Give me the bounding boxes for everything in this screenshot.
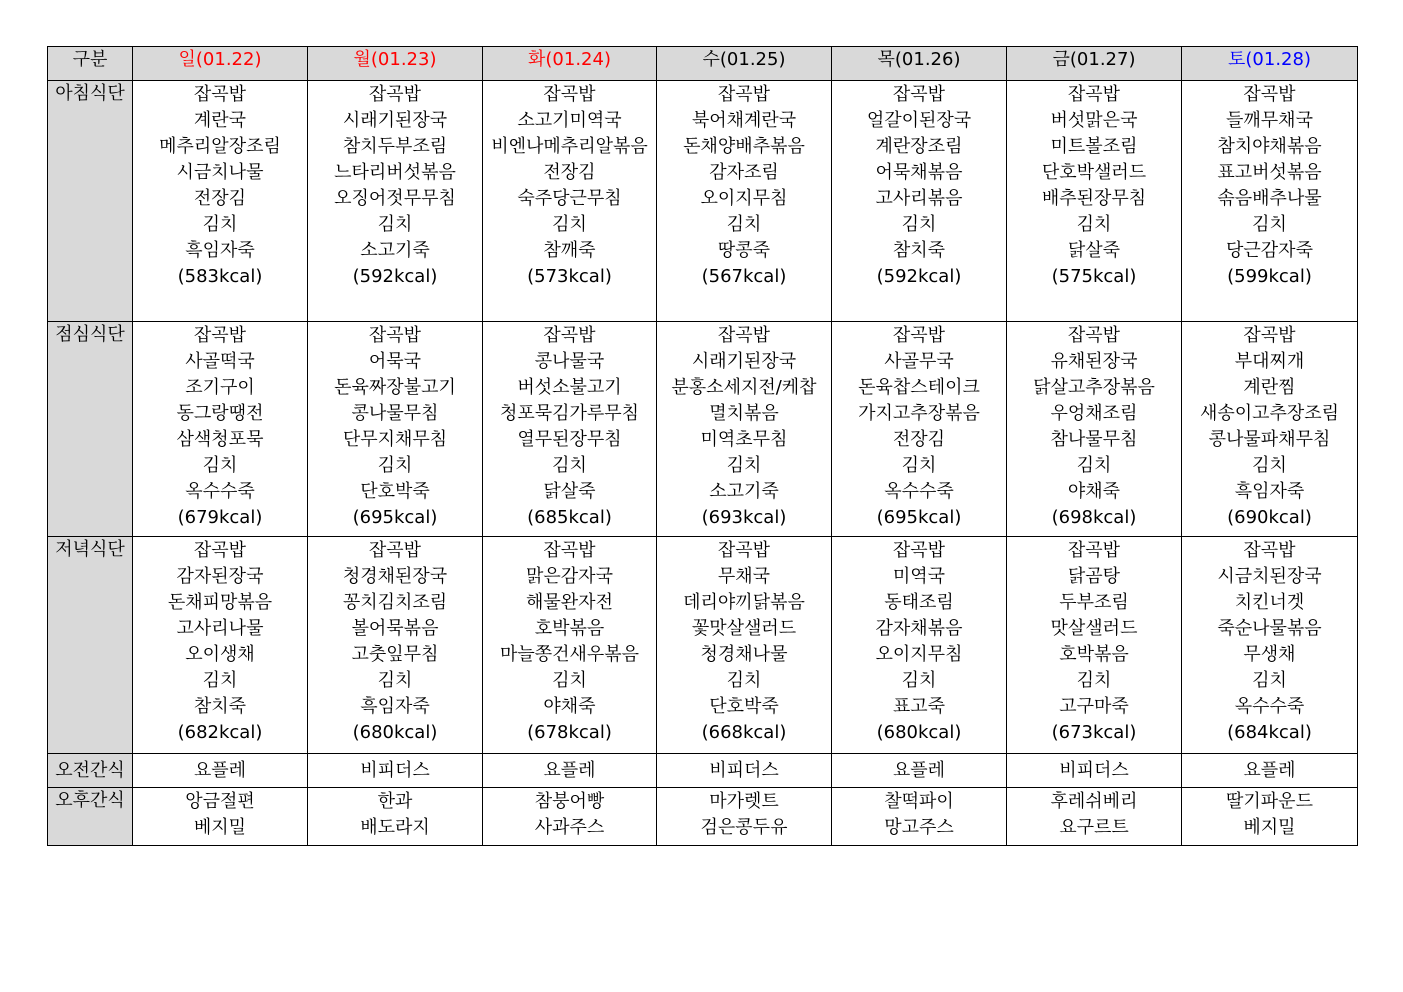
menu-item: 흑임자죽 — [360, 696, 430, 717]
meal-cell-mon — [308, 754, 483, 788]
menu-item: 두부조림 — [1059, 592, 1129, 613]
menu-item: 참나물무침 — [1050, 429, 1138, 450]
menu-item: 전장김 — [543, 162, 596, 183]
menu-item: 잡곡밥 — [543, 540, 596, 561]
menu-item: 김치 — [1252, 670, 1287, 691]
menu-item: 돈육찹스테이크 — [858, 377, 980, 398]
meal-cell-wed — [657, 322, 832, 537]
menu-item: 김치 — [202, 670, 238, 691]
menu-item: (690kcal) — [1227, 507, 1312, 528]
menu-item: 망고주스 — [884, 817, 954, 838]
row-label: 저녁식단 — [48, 537, 133, 754]
menu-item: 삼색청포묵 — [176, 429, 264, 450]
menu-item: 고사리볶음 — [875, 188, 963, 209]
menu-item: (678kcal) — [527, 722, 612, 743]
menu-item: 단호박죽 — [709, 696, 779, 717]
header-label: 구분 — [48, 47, 133, 81]
menu-item: 버섯맑은국 — [1050, 110, 1138, 131]
meal-cell-sun — [133, 754, 308, 788]
menu-item: 잡곡밥 — [543, 325, 596, 346]
menu-item: (685kcal) — [527, 507, 612, 528]
meal-cell-sun — [133, 322, 308, 537]
meal-cell-fri — [1007, 81, 1182, 322]
menu-item: 돈채피망볶음 — [167, 592, 273, 613]
meal-cell-sat — [1182, 537, 1358, 754]
meal-cell-wed — [657, 788, 832, 846]
menu-item: 옥수수죽 — [1234, 696, 1305, 717]
menu-item: (680kcal) — [352, 722, 438, 743]
menu-item: 북어채계란국 — [691, 110, 797, 131]
menu-item: 동태조림 — [884, 592, 954, 613]
menu-item: 배추된장무침 — [1041, 188, 1147, 209]
dinner-row — [48, 537, 1358, 754]
menu-item: 표고버섯볶음 — [1217, 162, 1322, 183]
row-label: 점심식단 — [48, 322, 133, 537]
menu-item: 소고기미역국 — [517, 110, 622, 131]
menu-item: 느타리버섯볶음 — [334, 162, 456, 183]
meal-cell-fri — [1007, 788, 1182, 846]
menu-item: 단호박죽 — [360, 481, 430, 502]
menu-item: 돈채양배추볶음 — [683, 136, 805, 157]
menu-item: (567kcal) — [701, 266, 787, 287]
menu-item: 닭살고추장볶음 — [1033, 377, 1155, 398]
menu-item: 미역국 — [892, 566, 946, 587]
header-day-tue: 화(01.24) — [483, 47, 657, 81]
menu-item: (599kcal) — [1227, 266, 1312, 287]
menu-item: 소고기죽 — [360, 240, 430, 261]
menu-item: 동그랑땡전 — [176, 403, 264, 424]
menu-item: 잡곡밥 — [368, 325, 422, 346]
menu-item: 오이지무침 — [700, 188, 788, 209]
menu-item: 볼어묵볶음 — [351, 618, 439, 639]
meal-cell-thu — [832, 788, 1007, 846]
meal-cell-wed — [657, 81, 832, 322]
menu-item: 비피더스 — [709, 760, 779, 781]
menu-item: 전장김 — [892, 429, 946, 450]
menu-item: 야채죽 — [1067, 481, 1121, 502]
menu-item: (695kcal) — [352, 507, 438, 528]
menu-item: 앙금절편 — [185, 791, 255, 812]
menu-item: 잡곡밥 — [193, 540, 247, 561]
menu-item: 잡곡밥 — [717, 325, 771, 346]
meal-cell-sat — [1182, 788, 1358, 846]
menu-item: (695kcal) — [876, 507, 962, 528]
menu-item: (684kcal) — [1227, 722, 1312, 743]
menu-item: 요플레 — [892, 760, 946, 781]
menu-item: 시래기된장국 — [342, 110, 448, 131]
menu-item: 김치 — [377, 455, 413, 476]
menu-item: 콩나물파채무침 — [1208, 429, 1331, 450]
header-day-sun: 일(01.22) — [133, 47, 308, 81]
menu-item: 잡곡밥 — [892, 325, 946, 346]
header-day-wed: 수(01.25) — [657, 47, 832, 81]
meal-cell-sun — [133, 537, 308, 754]
menu-item: 오이지무침 — [875, 644, 963, 665]
menu-item: 옥수수죽 — [884, 481, 954, 502]
meal-cell-thu — [832, 754, 1007, 788]
menu-item: 맛살샐러드 — [1050, 618, 1138, 639]
menu-item: 찰떡파이 — [884, 791, 954, 812]
menu-item: 비엔나메추리알볶음 — [491, 136, 648, 157]
menu-item: 흑임자죽 — [185, 240, 255, 261]
menu-item: 잡곡밥 — [368, 540, 422, 561]
meal-cell-sun — [133, 81, 308, 322]
menu-item: (673kcal) — [1051, 722, 1137, 743]
menu-item: 감자채볶음 — [875, 618, 963, 639]
menu-item: 닭살죽 — [543, 481, 596, 502]
menu-item: 잡곡밥 — [193, 325, 247, 346]
menu-item: 배도라지 — [360, 817, 430, 838]
menu-item: (575kcal) — [1051, 266, 1137, 287]
menu-item: 잡곡밥 — [892, 84, 946, 105]
menu-item: (668kcal) — [701, 722, 787, 743]
menu-item: 계란찜 — [1243, 377, 1296, 398]
meal-cell-mon — [308, 322, 483, 537]
meal-cell-wed — [657, 537, 832, 754]
menu-item: 시래기된장국 — [691, 351, 797, 372]
menu-item: 조기구이 — [185, 377, 255, 398]
row-label: 오후간식 — [48, 788, 133, 846]
menu-item: 베지밀 — [193, 817, 247, 838]
menu-item: 얼갈이된장국 — [866, 110, 972, 131]
meal-cell-thu — [832, 537, 1007, 754]
menu-item: 비피더스 — [1059, 760, 1129, 781]
menu-item: 김치 — [202, 214, 238, 235]
row-label: 아침식단 — [48, 81, 133, 322]
menu-item: 열무된장무침 — [517, 429, 622, 450]
menu-item: 잡곡밥 — [717, 540, 771, 561]
menu-item: 참치죽 — [193, 696, 247, 717]
menu-item: 표고죽 — [892, 696, 946, 717]
menu-item: (698kcal) — [1051, 507, 1137, 528]
menu-item: 단무지채무침 — [342, 429, 448, 450]
menu-item: 김치 — [901, 670, 937, 691]
meal-cell-fri — [1007, 537, 1182, 754]
menu-item: 김치 — [726, 670, 762, 691]
menu-item: 무채국 — [717, 566, 771, 587]
menu-item: 잡곡밥 — [368, 84, 422, 105]
menu-item: 고구마죽 — [1059, 696, 1129, 717]
menu-item: 닭살죽 — [1067, 240, 1121, 261]
menu-item: 김치 — [377, 670, 413, 691]
lunch-row — [48, 322, 1358, 537]
menu-item: 비피더스 — [360, 760, 430, 781]
menu-item: 고춧잎무침 — [351, 644, 439, 665]
menu-item: 김치 — [1076, 214, 1112, 235]
menu-item: 오징어젓무무침 — [334, 188, 456, 209]
afternoon-snack-row — [48, 788, 1358, 846]
menu-item: (583kcal) — [177, 266, 263, 287]
menu-item: 치킨너겟 — [1234, 592, 1305, 613]
menu-item: 오이생채 — [185, 644, 255, 665]
menu-item: 요플레 — [543, 760, 596, 781]
menu-item: 미트볼조림 — [1050, 136, 1138, 157]
menu-item: 당근감자죽 — [1226, 240, 1313, 261]
menu-item: 우엉채조림 — [1050, 403, 1138, 424]
row-label: 오전간식 — [48, 754, 133, 788]
header-day-thu: 목(01.26) — [832, 47, 1007, 81]
menu-item: 시금치나물 — [176, 162, 264, 183]
header-day-fri: 금(01.27) — [1007, 47, 1182, 81]
meal-cell-thu — [832, 322, 1007, 537]
meal-cell-tue — [483, 537, 657, 754]
menu-item: 전장김 — [193, 188, 247, 209]
menu-item: 감자조림 — [709, 162, 779, 183]
menu-item: 솎음배추나물 — [1217, 188, 1322, 209]
menu-item: 메추리알장조림 — [159, 136, 281, 157]
menu-item: 요구르트 — [1059, 817, 1129, 838]
menu-item: 김치 — [726, 455, 762, 476]
menu-item: 잡곡밥 — [892, 540, 946, 561]
menu-item: 분홍소세지전/케찹 — [671, 377, 817, 398]
menu-item: 김치 — [901, 455, 937, 476]
menu-item: 돈육짜장불고기 — [334, 377, 456, 398]
menu-item: 콩나물국 — [534, 351, 605, 372]
menu-item: 멸치볶음 — [709, 403, 779, 424]
menu-item: 참깨죽 — [543, 240, 596, 261]
menu-item: 잡곡밥 — [1067, 84, 1121, 105]
meal-cell-tue — [483, 788, 657, 846]
breakfast-row — [48, 81, 1358, 322]
menu-item: 데리야끼닭볶음 — [683, 592, 805, 613]
menu-item: 잡곡밥 — [717, 84, 771, 105]
menu-item: 호박볶음 — [1059, 644, 1129, 665]
menu-item: 잡곡밥 — [1067, 540, 1121, 561]
weekly-meal-table — [47, 46, 1358, 846]
menu-item: 김치 — [901, 214, 937, 235]
menu-item: 김치 — [1252, 214, 1287, 235]
menu-item: 어묵국 — [368, 351, 422, 372]
menu-item: 김치 — [1076, 455, 1112, 476]
meal-cell-tue — [483, 81, 657, 322]
menu-item: 부대찌개 — [1234, 351, 1305, 372]
menu-item: 옥수수죽 — [185, 481, 255, 502]
menu-item: 김치 — [1076, 670, 1112, 691]
menu-item: 청경채된장국 — [342, 566, 448, 587]
menu-item: 무생채 — [1243, 644, 1296, 665]
menu-item: 계란국 — [193, 110, 247, 131]
menu-item: 잡곡밥 — [1067, 325, 1121, 346]
menu-item: 미역초무침 — [700, 429, 788, 450]
menu-item: 사과주스 — [534, 817, 605, 838]
menu-item: 숙주당근무침 — [517, 188, 622, 209]
menu-item: 흑임자죽 — [1234, 481, 1305, 502]
meal-cell-mon — [308, 788, 483, 846]
menu-item: 참치야채볶음 — [1217, 136, 1322, 157]
menu-item: 참붕어빵 — [534, 791, 605, 812]
menu-item: (693kcal) — [701, 507, 787, 528]
menu-item: 꽁치김치조림 — [342, 592, 448, 613]
menu-item: (592kcal) — [876, 266, 962, 287]
menu-item: 어묵채볶음 — [875, 162, 963, 183]
menu-item: (679kcal) — [177, 507, 263, 528]
menu-item: 청포묵김가루무침 — [499, 403, 640, 424]
menu-item: 고사리나물 — [176, 618, 264, 639]
menu-item: 가지고추장볶음 — [858, 403, 980, 424]
menu-item: 딸기파운드 — [1226, 791, 1313, 812]
meal-cell-wed — [657, 754, 832, 788]
menu-item: 해물완자전 — [526, 592, 613, 613]
meal-cell-fri — [1007, 754, 1182, 788]
menu-item: 닭곰탕 — [1067, 566, 1121, 587]
meal-cell-sat — [1182, 322, 1358, 537]
menu-item: 김치 — [1252, 455, 1287, 476]
menu-item: 잡곡밥 — [1243, 540, 1296, 561]
menu-item: 새송이고추장조림 — [1199, 403, 1340, 424]
menu-item: 야채죽 — [543, 696, 596, 717]
meal-cell-tue — [483, 754, 657, 788]
menu-item: 버섯소불고기 — [517, 377, 622, 398]
meal-cell-sat — [1182, 81, 1358, 322]
menu-item: 참치두부조림 — [342, 136, 448, 157]
header-day-sat: 토(01.28) — [1182, 47, 1358, 81]
menu-item: 소고기죽 — [709, 481, 779, 502]
meal-cell-fri — [1007, 322, 1182, 537]
menu-item: 계란장조림 — [875, 136, 963, 157]
menu-item: 잡곡밥 — [1243, 325, 1296, 346]
menu-item: 한과 — [377, 791, 413, 812]
menu-item: 김치 — [377, 214, 413, 235]
menu-item: 김치 — [726, 214, 762, 235]
menu-item: 요플레 — [193, 760, 247, 781]
header-day-mon: 월(01.23) — [308, 47, 483, 81]
menu-item: 시금치된장국 — [1217, 566, 1322, 587]
menu-item: 꽃맛살샐러드 — [691, 618, 797, 639]
meal-cell-tue — [483, 322, 657, 537]
menu-item: (573kcal) — [527, 266, 612, 287]
meal-cell-mon — [308, 81, 483, 322]
menu-item: 마가렛트 — [709, 791, 779, 812]
morning-snack-row — [48, 754, 1358, 788]
menu-item: (592kcal) — [352, 266, 438, 287]
menu-item: 김치 — [202, 455, 238, 476]
menu-item: 단호박샐러드 — [1041, 162, 1147, 183]
menu-item: 청경채나물 — [700, 644, 788, 665]
menu-item: 들깨무채국 — [1226, 110, 1313, 131]
menu-item: 요플레 — [1243, 760, 1296, 781]
menu-item: 검은콩두유 — [700, 817, 788, 838]
menu-item: 김치 — [552, 455, 587, 476]
meal-cell-thu — [832, 81, 1007, 322]
menu-item: 사골떡국 — [185, 351, 255, 372]
menu-item: 참치죽 — [892, 240, 946, 261]
menu-item: 맑은감자국 — [526, 566, 613, 587]
menu-item: 죽순나물볶음 — [1217, 618, 1322, 639]
meal-cell-sat — [1182, 754, 1358, 788]
menu-item: (680kcal) — [876, 722, 962, 743]
header-row — [48, 47, 1358, 81]
meal-cell-mon — [308, 537, 483, 754]
menu-item: 땅콩죽 — [717, 240, 771, 261]
menu-item: 호박볶음 — [534, 618, 605, 639]
menu-item: 마늘쫑건새우볶음 — [499, 644, 640, 665]
menu-item: (682kcal) — [177, 722, 263, 743]
menu-item: 김치 — [552, 670, 587, 691]
menu-item: 사골무국 — [884, 351, 954, 372]
menu-item: 잡곡밥 — [543, 84, 596, 105]
menu-item: 김치 — [552, 214, 587, 235]
menu-item: 베지밀 — [1243, 817, 1296, 838]
menu-item: 잡곡밥 — [193, 84, 247, 105]
meal-cell-sun — [133, 788, 308, 846]
menu-item: 감자된장국 — [176, 566, 264, 587]
menu-item: 콩나물무침 — [351, 403, 439, 424]
menu-item: 후레쉬베리 — [1050, 791, 1138, 812]
menu-item: 잡곡밥 — [1243, 84, 1296, 105]
menu-item: 유채된장국 — [1050, 351, 1138, 372]
